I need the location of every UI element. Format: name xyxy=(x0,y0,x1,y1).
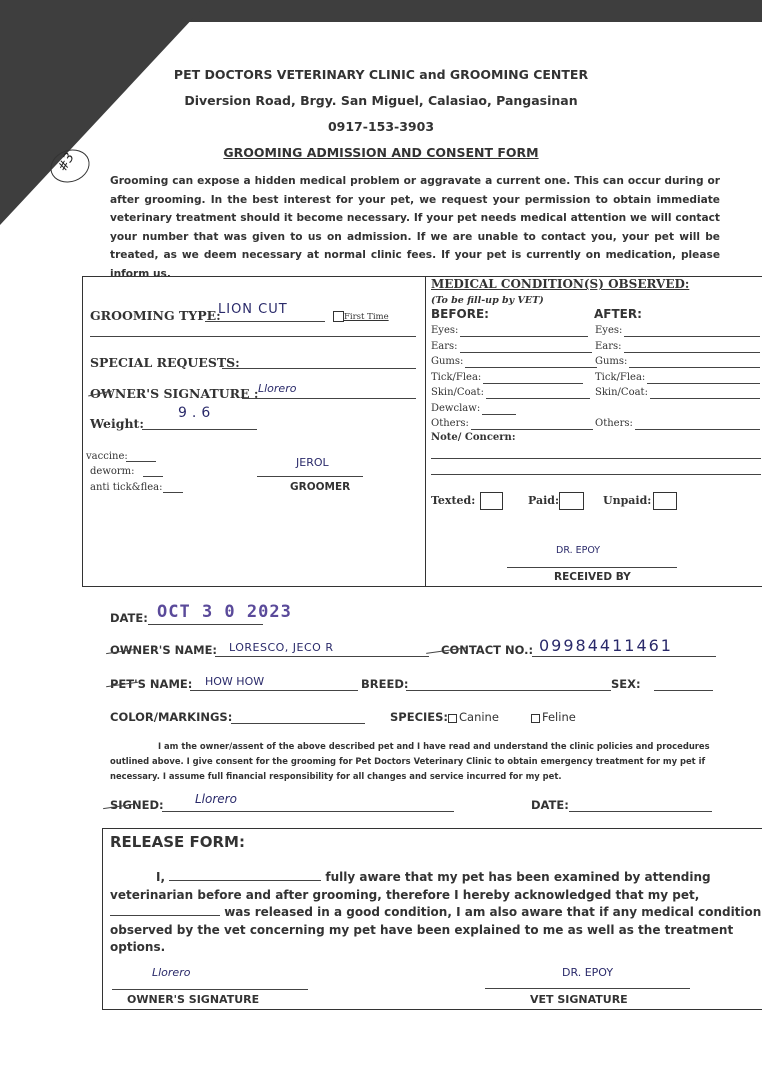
release-owner-signature-value[interactable]: Llorero xyxy=(152,966,191,979)
special-requests-line xyxy=(222,368,416,369)
after-item-line[interactable] xyxy=(624,352,760,353)
pet-name-label: PET'S NAME: xyxy=(110,677,193,691)
paid-label: Paid: xyxy=(528,494,560,507)
after-item-line[interactable] xyxy=(647,383,760,384)
after-item-label: Gums: xyxy=(595,356,628,367)
release-title: RELEASE FORM: xyxy=(110,833,245,851)
color-markings-label: COLOR/MARKINGS: xyxy=(110,710,233,724)
anti-tick-label: anti tick&flea: xyxy=(90,482,163,493)
owner-signature-line xyxy=(242,398,416,399)
consent-date-label: DATE: xyxy=(531,798,569,812)
page-number-mark: #3 xyxy=(55,150,78,175)
owner-signature-label: OWNER'S SIGNATURE : xyxy=(90,386,259,401)
before-item-label: Gums: xyxy=(431,356,464,367)
received-by-label: RECEIVED BY xyxy=(554,571,631,583)
texted-checkbox[interactable] xyxy=(480,492,503,510)
box-divider xyxy=(425,276,426,586)
before-item-line[interactable] xyxy=(482,414,516,415)
release-owner-signature-label: OWNER'S SIGNATURE xyxy=(127,993,260,1006)
consent-date-line xyxy=(569,811,712,812)
before-item-line[interactable] xyxy=(486,398,590,399)
unpaid-checkbox[interactable] xyxy=(653,492,677,510)
clinic-address: Diversion Road, Brgy. San Miguel, Calasiao, Pangasinan xyxy=(184,93,578,108)
canine-label: Canine xyxy=(459,710,499,724)
pet-name-value[interactable]: HOW HOW xyxy=(205,675,265,688)
release-text-3: was released in a good condition, I am also aware that if any medical condition observed by the vet concerning my pet have been explained to me as well as the treatment options. xyxy=(110,905,762,954)
date-label: DATE: xyxy=(110,611,148,625)
note-line-1 xyxy=(431,458,761,459)
before-item-label: Tick/Flea: xyxy=(431,371,482,383)
contact-line xyxy=(532,656,716,657)
grooming-type-value[interactable]: LION CUT xyxy=(218,302,288,317)
color-markings-line xyxy=(231,723,365,724)
sex-label: SEX: xyxy=(611,677,641,691)
after-label: AFTER: xyxy=(594,307,642,321)
grooming-type-label: GROOMING TYPE: xyxy=(90,308,221,323)
owner-signature-value[interactable]: Llorero xyxy=(258,382,297,395)
owner-name-label: OWNER'S NAME: xyxy=(110,643,218,657)
signed-value[interactable]: Llorero xyxy=(195,792,237,806)
deworm-line xyxy=(143,476,163,477)
vaccine-line xyxy=(126,461,156,462)
before-item-line[interactable] xyxy=(483,383,583,384)
deworm-label: deworm: xyxy=(90,466,135,477)
release-text-2: fully aware that my pet has been examined by attending veterinarian before and after grooming, therefore I hereby acknowledged that my pet, xyxy=(110,870,711,902)
after-item-line[interactable] xyxy=(629,367,760,368)
after-item-label: Tick/Flea: xyxy=(595,371,646,383)
before-item-label: Skin/Coat: xyxy=(431,387,484,398)
before-item-line[interactable] xyxy=(460,336,588,337)
weight-label: Weight: xyxy=(90,416,144,431)
contact-value[interactable]: 09984411461 xyxy=(539,636,673,655)
note-line-2 xyxy=(431,474,761,475)
species-label: SPECIES: xyxy=(390,710,449,724)
intro-paragraph: Grooming can expose a hidden medical problem or aggravate a current one. This can occur during or after grooming. In the best interest for your pet, we request your permission to obtain immediate veterinary treatment should it become necessary. If your pet needs medical attention we will contact your number that was given to us on admission. If we are unable to contact you, your pet will be treated, as we deem necessary at normal clinic fees. If your pet is currently on medication, please inform us. xyxy=(110,175,720,280)
release-vet-signature-label: VET SIGNATURE xyxy=(530,993,628,1006)
after-item-line[interactable] xyxy=(650,398,760,399)
first-time-checkbox[interactable] xyxy=(333,311,344,322)
canine-checkbox[interactable] xyxy=(448,714,457,723)
date-stamp[interactable]: OCT 3 0 2023 xyxy=(157,602,292,622)
before-item-label: Eyes: xyxy=(431,325,459,336)
after-item-label: Others: xyxy=(595,418,633,429)
feline-checkbox[interactable] xyxy=(531,714,540,723)
signed-label: SIGNED: xyxy=(110,798,164,812)
release-owner-signature-line xyxy=(112,989,308,990)
before-item-line[interactable] xyxy=(471,429,593,430)
received-by-value[interactable]: DR. EPOY xyxy=(556,545,601,556)
release-paragraph xyxy=(110,869,762,957)
before-item-line[interactable] xyxy=(465,367,597,368)
release-owner-name-blank[interactable] xyxy=(169,870,321,881)
unpaid-label: Unpaid: xyxy=(603,494,652,507)
grooming-type-line xyxy=(205,321,325,322)
release-vet-signature-line xyxy=(485,988,690,989)
paid-checkbox[interactable] xyxy=(559,492,584,510)
consent-paragraph: I am the owner/assent of the above described pet and I have read and understand the clinic policies and procedures outlined above. I give consent for the grooming for Pet Doctors Veterinary Clinic to obtain emergency treatment for my pet if necessary. I assume full financial responsibility for all changes and service incurred for my pet. xyxy=(110,741,710,781)
form-title: GROOMING ADMISSION AND CONSENT FORM xyxy=(223,145,539,160)
received-by-line xyxy=(507,567,677,568)
contact-label: CONTACT NO.: xyxy=(441,643,534,657)
breed-line xyxy=(406,690,611,691)
owner-name-value[interactable]: LORESCO, JECO R xyxy=(229,641,334,654)
groomer-value[interactable]: JEROL xyxy=(296,456,329,469)
signed-line xyxy=(162,811,454,812)
weight-line xyxy=(142,429,257,430)
release-vet-signature-value[interactable]: DR. EPOY xyxy=(562,966,614,979)
first-time-label: First Time xyxy=(344,312,389,322)
after-item-line[interactable] xyxy=(635,429,760,430)
clinic-name: PET DOCTORS VETERINARY CLINIC and GROOMING CENTER xyxy=(173,67,589,82)
before-item-label: Dewclaw: xyxy=(431,402,481,414)
after-item-label: Skin/Coat: xyxy=(595,387,648,398)
release-text-1: I, xyxy=(156,870,166,884)
feline-label: Feline xyxy=(542,710,576,724)
medical-subtitle: (To be fill-up by VET) xyxy=(431,295,544,306)
special-requests-label: SPECIAL REQUESTS: xyxy=(90,355,240,370)
before-item-line[interactable] xyxy=(460,352,592,353)
weight-value[interactable]: 9.6 xyxy=(178,405,216,421)
vaccine-label: vaccine: xyxy=(86,451,128,462)
breed-label: BREED: xyxy=(361,677,409,691)
pet-name-line xyxy=(190,690,358,691)
after-item-label: Ears: xyxy=(595,340,622,352)
release-pet-name-blank[interactable] xyxy=(110,905,220,916)
groomer-label: GROOMER xyxy=(290,481,351,493)
texted-label: Texted: xyxy=(431,494,476,507)
groomer-line xyxy=(257,476,363,477)
before-item-label: Others: xyxy=(431,418,469,429)
owner-name-line xyxy=(215,656,429,657)
date-line xyxy=(148,624,263,625)
after-item-line[interactable] xyxy=(624,336,760,337)
after-item-label: Eyes: xyxy=(595,325,623,336)
before-label: BEFORE: xyxy=(431,307,489,321)
medical-title: MEDICAL CONDITION(S) OBSERVED: xyxy=(431,277,690,291)
note-concern-label: Note/ Concern: xyxy=(431,432,516,443)
anti-tick-line xyxy=(163,492,183,493)
before-item-label: Ears: xyxy=(431,340,458,352)
sex-line xyxy=(654,690,713,691)
clinic-phone: 0917-153-3903 xyxy=(327,119,435,134)
grooming-type-extra-line xyxy=(90,336,416,337)
